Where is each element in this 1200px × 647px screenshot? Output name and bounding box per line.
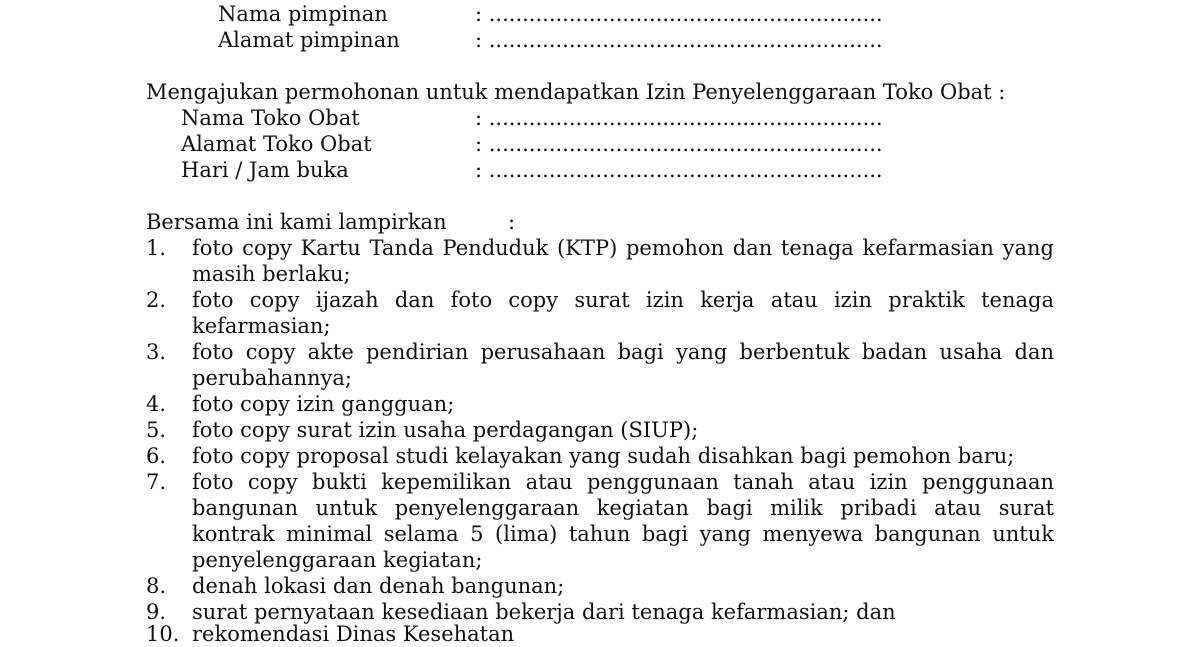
field-label: Nama pimpinan (218, 2, 388, 26)
attachment-text: foto copy bukti kepemilikan atau penggunaan tanah atau izin penggunaan bangunan untuk penyelenggaraan kegiatan bagi milik pribadi atau surat kontrak minimal selama 5 (lima) tahun bagi yang menyewa bangunan untuk penyelenggaraan kegiatan; (192, 470, 1054, 572)
attachment-number: 4. (146, 392, 167, 416)
attachment-number: 7. (146, 470, 167, 494)
attachment-number: 1. (146, 236, 167, 260)
field-label: Nama Toko Obat (181, 106, 360, 130)
attachment-item-10 (146, 621, 1056, 646)
field-label: Alamat Toko Obat (181, 132, 372, 156)
attachment-text: foto copy surat izin usaha perdagangan (SIUP); (192, 418, 699, 442)
attachment-number: 9. (146, 600, 167, 624)
field-value: : ........................................................... (475, 28, 883, 52)
attachment-text: foto copy proposal studi kelayakan yang sudah disahkan bagi pemohon baru; (192, 444, 1015, 468)
attachment-text: denah lokasi dan denah bangunan; (192, 574, 565, 598)
attachment-text: foto copy ijazah dan foto copy surat izin kerja atau izin praktik tenaga kefarmasian; (192, 288, 1054, 338)
attachment-number: 6. (146, 444, 167, 468)
attachment-text: surat pernyataan kesediaan bekerja dari tenaga kefarmasian; dan (192, 600, 896, 624)
field-label: Alamat pimpinan (218, 28, 400, 52)
field-value: : ........................................................... (475, 158, 883, 182)
field-value: : ........................................................... (475, 132, 883, 156)
attachment-number: 3. (146, 340, 167, 364)
attachment-number: 2. (146, 288, 167, 312)
attachment-number: 10. (146, 622, 180, 646)
field-value: : ........................................................... (475, 2, 883, 26)
field-label: Hari / Jam buka (181, 158, 349, 182)
request-intro: Mengajukan permohonan untuk mendapatkan Izin Penyelenggaraan Toko Obat : (146, 80, 1006, 104)
attachment-text: rekomendasi Dinas Kesehatan (192, 622, 515, 646)
attachment-number: 5. (146, 418, 167, 442)
attachment-text: foto copy akte pendirian perusahaan bagi yang berbentuk badan usaha dan perubahannya; (192, 340, 1054, 390)
field-value: : ........................................................... (475, 106, 883, 130)
attachments-intro-colon: : (508, 210, 516, 234)
attachment-number: 8. (146, 574, 167, 598)
attachment-text: foto copy Kartu Tanda Penduduk (KTP) pemohon dan tenaga kefarmasian yang masih berlaku; (192, 236, 1054, 286)
attachments-intro-label: Bersama ini kami lampirkan (146, 210, 447, 234)
attachment-text: foto copy izin gangguan; (192, 392, 455, 416)
